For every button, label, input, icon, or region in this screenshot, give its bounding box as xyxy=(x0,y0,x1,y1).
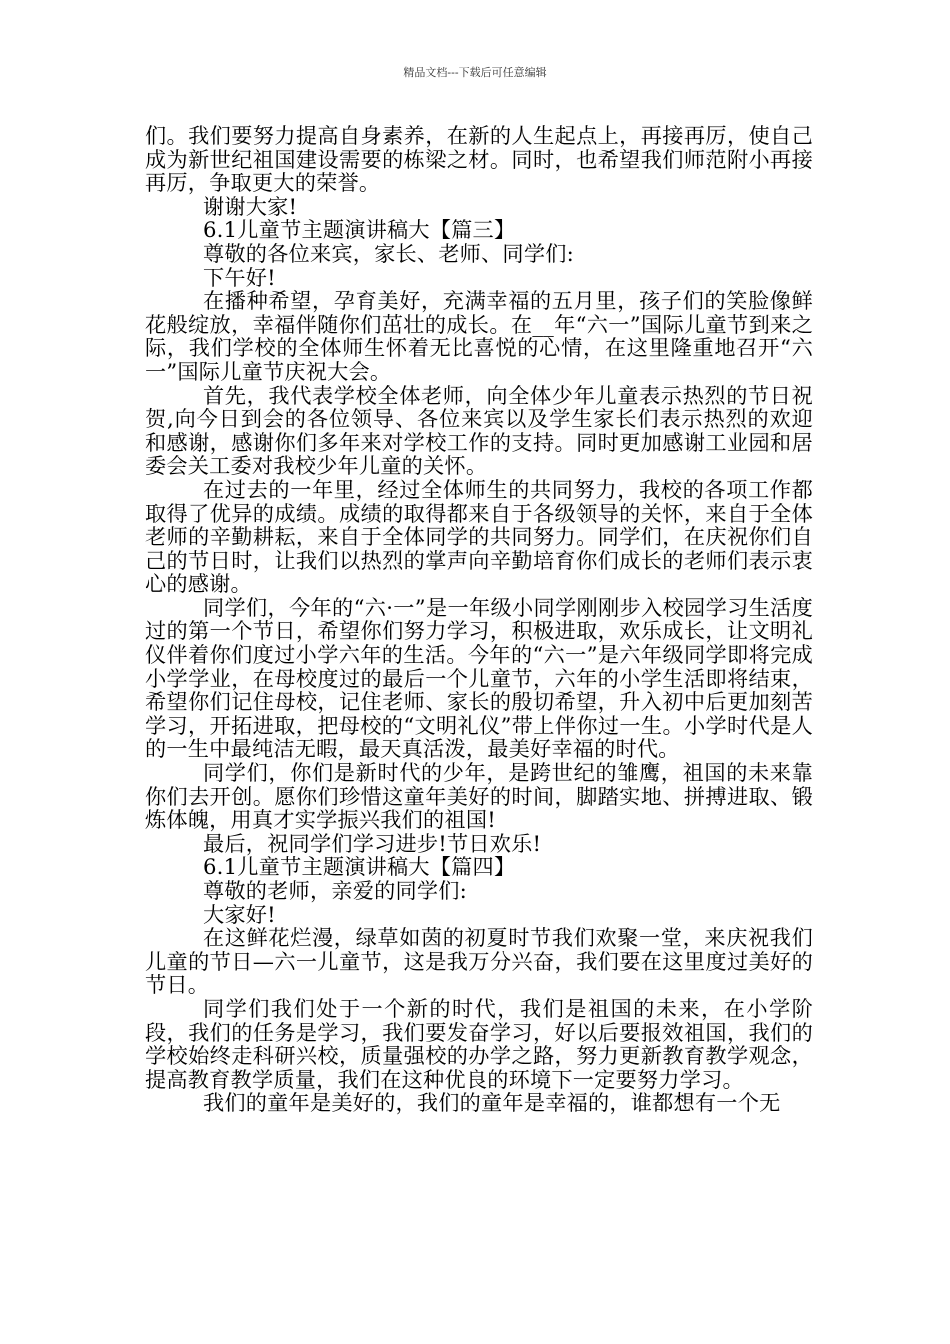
paragraph: 最后，祝同学们学习进步!节日欢乐! xyxy=(203,830,542,856)
paragraph: 尊敬的老师，亲爱的同学们: xyxy=(203,878,467,903)
paragraph: 同学们我们处于一个新的时代，我们是祖国的未来，在小学阶段，我们的任务是学习，我们要发奋学习，好以后要报效祖国，我们的学校始终走科研兴校，质量强校的办学之路，努力更新教育教学观念，提高教育教学质量，我们在这种优良的环境下一定要努力学习。 xyxy=(145,995,813,1092)
paragraph: 首先，我代表学校全体老师，向全体少年儿童表示热烈的节日祝贺,向今日到会的各位领导、各位来宾以及学生家长们表示热烈的欢迎和感谢，感谢你们多年来对学校工作的支持。同时更加感谢工业园和居委会关工委对我校少年儿童的关怀。 xyxy=(145,382,813,479)
paragraph: 6.1儿童节主题演讲稿大【篇三】 xyxy=(203,217,516,243)
paragraph: 在这鲜花烂漫，绿草如茵的初夏时节我们欢聚一堂，来庆祝我们儿童的节日—六一儿童节，这是我万分兴奋，我们要在这里度过美好的节日。 xyxy=(145,925,813,998)
paragraph: 6.1儿童节主题演讲稿大【篇四】 xyxy=(203,854,516,880)
paragraph: 在播种希望，孕育美好，充满幸福的五月里，孩子们的笑脸像鲜花般绽放，幸福伴随你们茁壮的成长。在__年“六一”国际儿童节到来之际，我们学校的全体师生怀着无比喜悦的心情，在这里隆重地召开“六一”国际儿童节庆祝大会。 xyxy=(145,288,813,384)
document-body xyxy=(145,124,813,1115)
paragraph: 同学们，你们是新时代的少年，是跨世纪的雏鹰，祖国的未来靠你们去开创。愿你们珍惜这童年美好的时间，脚踏实地、拼搏进取、锻炼体魄，用真才实学振兴我们的祖国! xyxy=(145,760,813,833)
paragraph: 尊敬的各位来宾，家长、老师、同学们: xyxy=(203,240,574,266)
paragraph: 下午好! xyxy=(203,264,276,290)
paragraph: 同学们，今年的“六·一”是一年级小同学刚刚步入校园学习生活度过的第一个节日，希望你们努力学习，积极进取，欢乐成长，让文明礼仪伴着你们度过小学六年的生活。今年的“六一”是六年级同学即将完成小学学业，在母校度过的最后一个儿童节，六年的小学生活即将结束，希望你们记住母校，记住老师、家长的殷切希望，升入初中后更加刻苦学习，开拓进取，把母校的“文明礼仪”带上伴你过一生。小学时代是人的一生中最纯洁无暇，最天真活泼，最美好幸福的时代。 xyxy=(145,594,813,762)
paragraph: 谢谢大家! xyxy=(203,193,298,219)
paragraph: 在过去的一年里，经过全体师生的共同努力，我校的各项工作都取得了优异的成绩。成绩的取得都来自于各级领导的关怀，来自于全体老师的辛勤耕耘，来自于全体同学的共同努力。同学们，在庆祝你们自己的节日时，让我们以热烈的掌声向辛勤培育你们成长的老师们表示衷心的感谢。 xyxy=(145,476,813,597)
page-header: 精品文档---下载后可任意编辑 xyxy=(403,66,547,79)
paragraph: 大家好! xyxy=(203,901,276,927)
paragraph: 我们的童年是美好的，我们的童年是幸福的，谁都想有一个无 xyxy=(203,1090,781,1116)
paragraph: 们。我们要努力提高自身素养，在新的人生起点上，再接再厉，使自己成为新世纪祖国建设需要的栋梁之材。同时，也希望我们师范附小再接再厉，争取更大的荣誉。 xyxy=(145,123,813,196)
